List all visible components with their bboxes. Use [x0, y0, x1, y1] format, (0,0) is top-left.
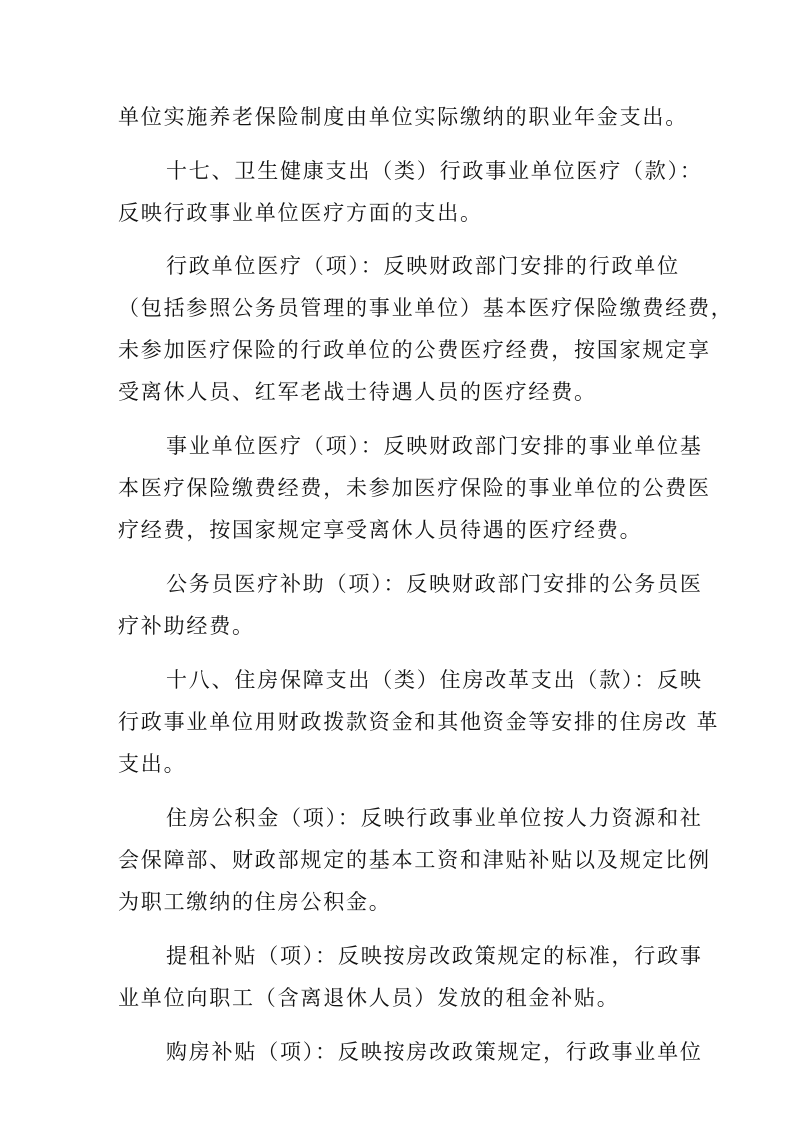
paragraph-line: 本医疗保险缴费经费，未参加医疗保险的事业单位的公费医 [118, 476, 711, 500]
paragraph-line: 为职工缴纳的住房公积金。 [118, 890, 392, 914]
paragraph-line: 未参加医疗保险的行政单位的公费医疗经费，按国家规定享 [118, 338, 711, 362]
paragraph-line: 行政单位医疗（项）：反映财政部门安排的行政单位 [166, 254, 680, 278]
paragraph-line: 疗经费，按国家规定享受离休人员待遇的医疗经费。 [118, 518, 643, 542]
paragraph-line: 业单位向职工（含离退休人员）发放的租金补贴。 [118, 986, 620, 1010]
paragraph-line: （包括参照公务员管理的事业单位）基本医疗保险缴费经费， [118, 296, 734, 320]
paragraph-line: 行政事业单位用财政拨款资金和其他资金等安排的住房改 革 [118, 710, 720, 734]
paragraph-line: 公务员医疗补助（项）：反映财政部门安排的公务员医 [166, 572, 703, 596]
paragraph-line: 反映行政事业单位医疗方面的支出。 [118, 201, 483, 225]
paragraph-line: 支出。 [118, 752, 187, 776]
paragraph-line: 受离休人员、红军老战士待遇人员的医疗经费。 [118, 380, 597, 404]
section-heading-line: 十八、住房保障支出（类）住房改革支出（款）：反映 [166, 668, 703, 692]
paragraph-line: 会保障部、财政部规定的基本工资和津贴补贴以及规定比例 [118, 848, 711, 872]
paragraph-line: 事业单位医疗（项）：反映财政部门安排的事业单位基 [166, 434, 703, 458]
paragraph-line: 购房补贴（项）：反映按房改政策规定，行政事业单位 [166, 1040, 703, 1064]
paragraph-line: 单位实施养老保险制度由单位实际缴纳的职业年金支出。 [118, 105, 688, 129]
paragraph-line: 提租补贴（项）：反映按房改政策规定的标准，行政事 [166, 944, 703, 968]
section-heading-line: 十七、卫生健康支出（类）行政事业单位医疗（款）： [166, 159, 703, 183]
paragraph-line: 住房公积金（项）：反映行政事业单位按人力资源和社 [166, 806, 703, 830]
paragraph-line: 疗补助经费。 [118, 614, 255, 638]
